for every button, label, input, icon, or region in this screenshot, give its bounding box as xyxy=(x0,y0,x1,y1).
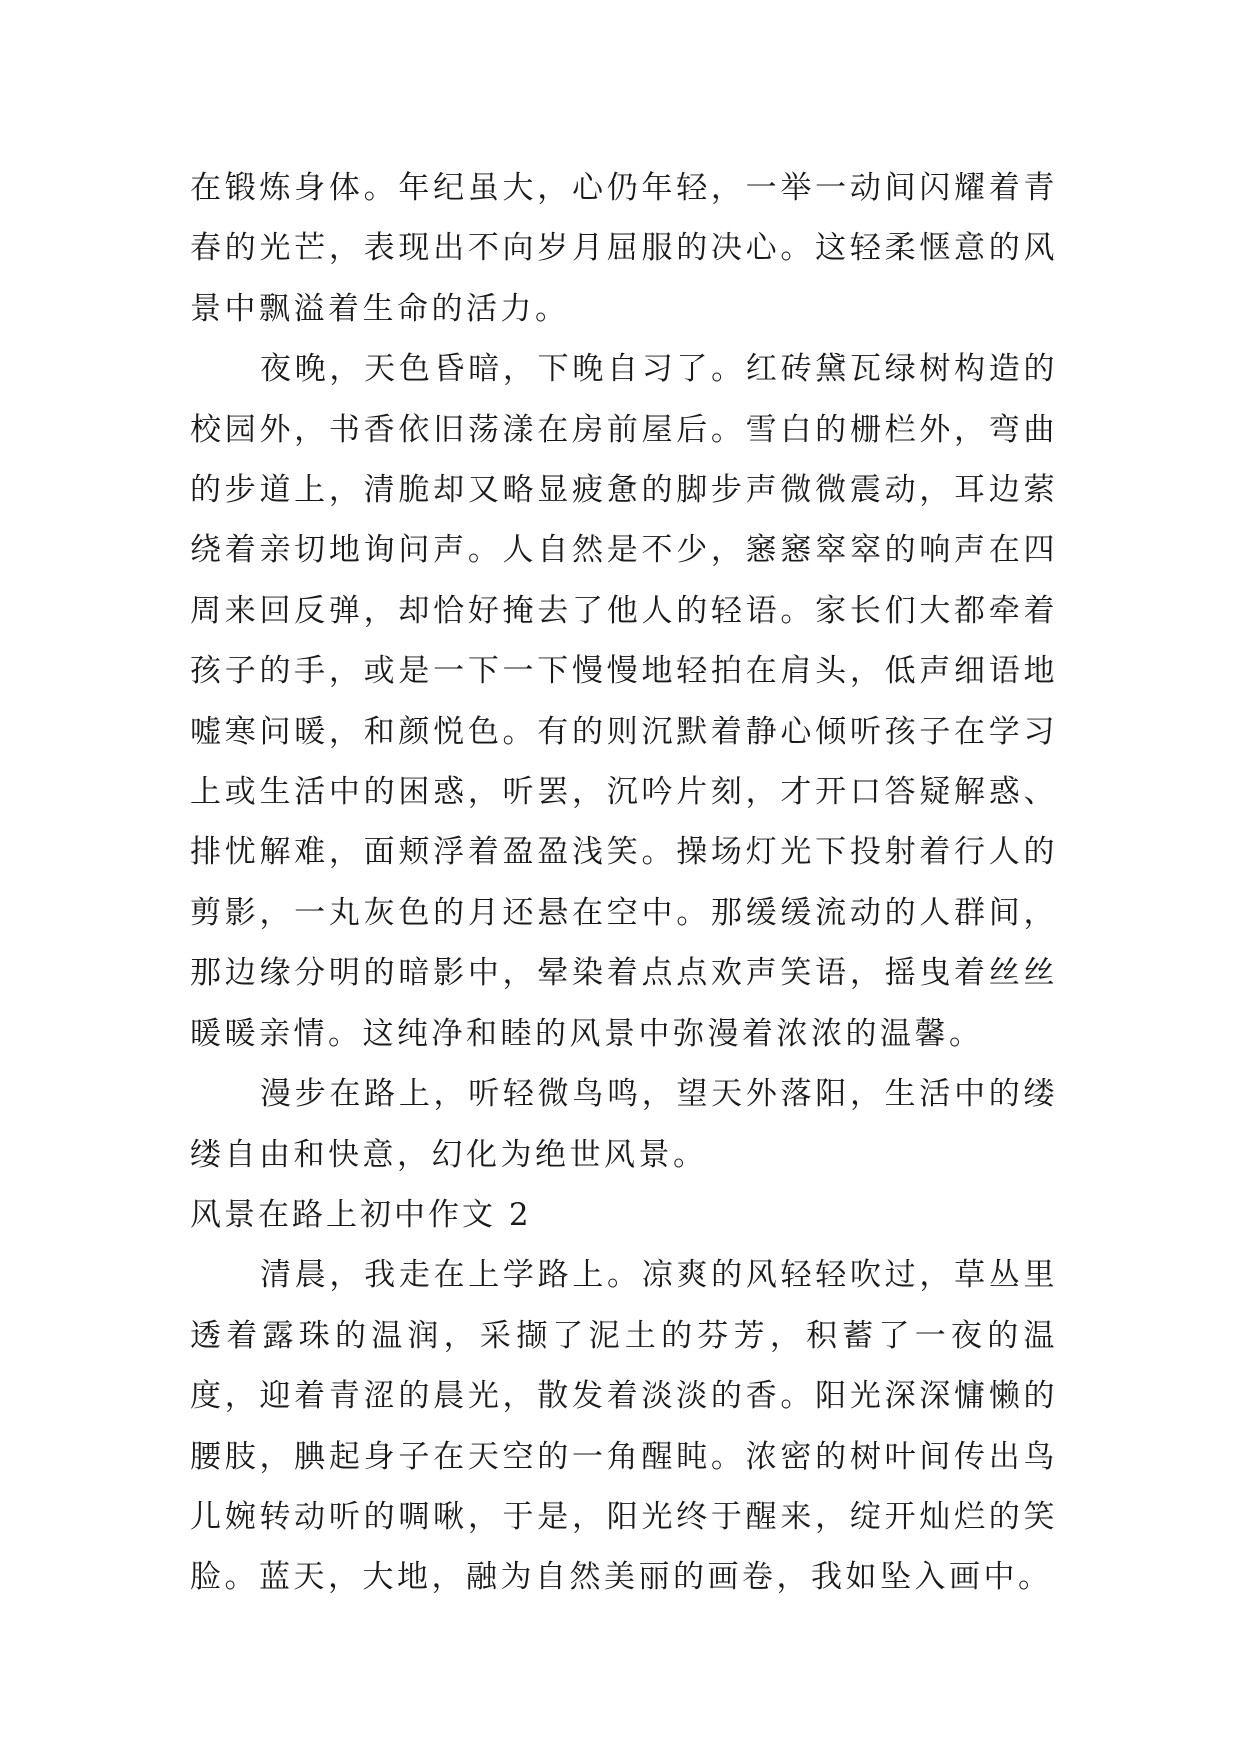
paragraph-3: 漫步在路上，听轻微鸟鸣，望天外落阳，生活中的缕缕自由和快意，幻化为绝世风景。 xyxy=(190,1076,1058,1173)
section-heading: 风景在路上初中作文 2 xyxy=(190,1196,532,1233)
paragraph-1: 在锻炼身体。年纪虽大，心仍年轻，一举一动间闪耀着青春的光芒，表现出不向岁月屈服的决心。这轻柔惬意的风景中飘溢着生命的活力。 xyxy=(190,170,1058,327)
section-paragraph: 清晨，我走在上学路上。凉爽的风轻轻吹过，草丛里透着露珠的温润，采撷了泥土的芬芳，积蓄了一夜的温度，迎着青涩的晨光，散发着淡淡的香。阳光深深慵懒的腰肢，腆起身子在天空的一角醒盹。浓密的树叶间传出鸟儿婉转动听的啁啾，于是，阳光终于醒来，绽开灿烂的笑脸。蓝天，大地，融为自然美丽的画卷，我如坠入画中。 xyxy=(190,1257,1058,1596)
paragraph-2: 夜晚，天色昏暗，下晚自习了。红砖黛瓦绿树构造的校园外，书香依旧荡漾在房前屋后。雪白的栅栏外，弯曲的步道上，清脆却又略显疲惫的脚步声微微震动，耳边萦绕着亲切地询问声。人自然是不少，窸窸窣窣的响声在四周来回反弹，却恰好掩去了他人的轻语。家长们大都牵着孩子的手，或是一下一下慢慢地轻拍在肩头，低声细语地嘘寒问暖，和颜悦色。有的则沉默着静心倾听孩子在学习上或生活中的困惑，听罢，沉吟片刻，才开口答疑解惑、排忧解难，面颊浮着盈盈浅笑。操场灯光下投射着行人的剪影，一丸灰色的月还悬在空中。那缓缓流动的人群间，那边缘分明的暗影中，晕染着点点欢声笑语，摇曳着丝丝暖暖亲情。这纯净和睦的风景中弥漫着浓浓的温馨。 xyxy=(190,351,1058,1052)
document-body xyxy=(190,158,1058,1608)
